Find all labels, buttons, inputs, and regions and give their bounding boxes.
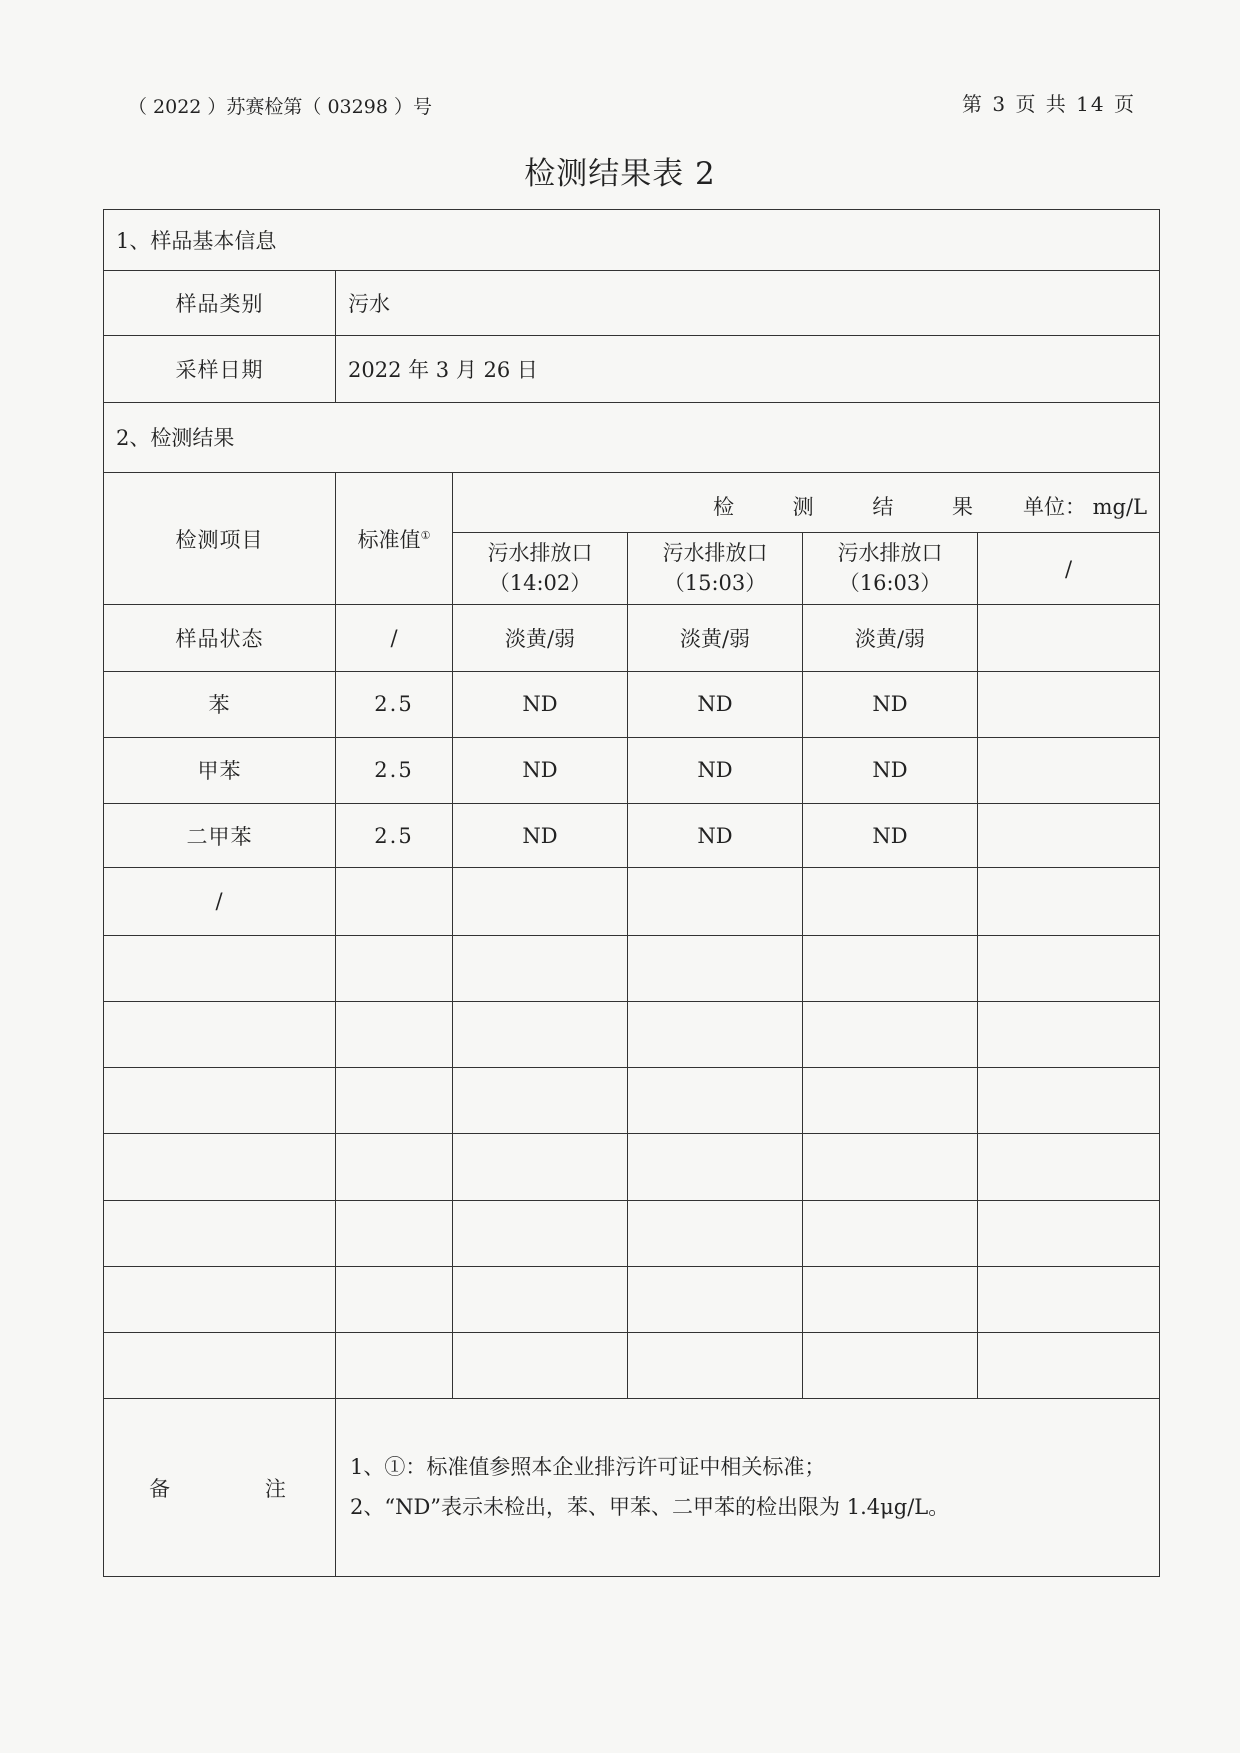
table-row xyxy=(104,1001,1160,1067)
table-cell: / xyxy=(336,605,453,671)
unit-label: 单位： mg/L xyxy=(1022,494,1148,519)
table-cell: ND xyxy=(803,671,978,737)
table-row xyxy=(104,1068,1160,1134)
table-cell: ND xyxy=(803,737,978,803)
sample-state-label: 样品状态 xyxy=(104,605,336,671)
item-name: 二甲苯 xyxy=(104,804,336,868)
table-cell xyxy=(628,868,803,935)
point-header: 污水排放口 （14:02） xyxy=(453,533,628,605)
result-title: 检 测 结 果 xyxy=(713,494,1000,519)
table-row xyxy=(104,804,1160,868)
table-cell: ND xyxy=(453,804,628,868)
standard-value: 2.5 xyxy=(336,671,453,737)
table-row xyxy=(104,1200,1160,1266)
table-row xyxy=(104,935,1160,1001)
table-cell: 淡黄/弱 xyxy=(803,605,978,671)
table-cell: ND xyxy=(453,737,628,803)
sample-type-label: 样品类别 xyxy=(104,271,336,336)
table-cell xyxy=(336,868,453,935)
item-name: / xyxy=(104,868,336,935)
table-cell xyxy=(978,868,1160,935)
section2-heading: 2、检测结果 xyxy=(104,402,1160,472)
remarks-content xyxy=(336,1399,1160,1577)
standard-value: 2.5 xyxy=(336,804,453,868)
standard-footnote-mark: ① xyxy=(420,528,431,542)
point-header-empty: / xyxy=(978,533,1160,605)
item-column-header: 检测项目 xyxy=(104,472,336,604)
sample-type-value: 污水 xyxy=(336,271,1160,336)
result-header xyxy=(453,472,1160,532)
table-cell xyxy=(978,737,1160,803)
table-cell xyxy=(978,804,1160,868)
item-name: 苯 xyxy=(104,671,336,737)
standard-column-header: 标准值① xyxy=(336,472,453,604)
table-row xyxy=(104,1332,1160,1398)
standard-value: 2.5 xyxy=(336,737,453,803)
sampling-date-value: 2022 年 3 月 26 日 xyxy=(336,336,1160,402)
table-cell: ND xyxy=(628,737,803,803)
remark-line: 1、①：标准值参照本企业排污许可证中相关标准； xyxy=(350,1454,826,1479)
result-table xyxy=(103,209,1160,1577)
table-row xyxy=(104,1266,1160,1332)
table-cell: ND xyxy=(453,671,628,737)
page-indicator: 第 3 页 共 14 页 xyxy=(962,92,1136,116)
sampling-date-label: 采样日期 xyxy=(104,336,336,402)
table-cell xyxy=(978,671,1160,737)
table-row xyxy=(104,737,1160,803)
table-cell: ND xyxy=(628,804,803,868)
table-cell xyxy=(803,868,978,935)
remarks-label: 备 注 xyxy=(104,1399,336,1577)
point-header: 污水排放口 （16:03） xyxy=(803,533,978,605)
table-cell: ND xyxy=(628,671,803,737)
table-cell xyxy=(453,868,628,935)
table-cell xyxy=(978,605,1160,671)
section1-heading: 1、样品基本信息 xyxy=(104,210,1160,271)
point-header: 污水排放口 （15:03） xyxy=(628,533,803,605)
page-title: 检测结果表 2 xyxy=(524,156,716,192)
table-cell: ND xyxy=(803,804,978,868)
table-row xyxy=(104,868,1160,935)
table-cell: 淡黄/弱 xyxy=(453,605,628,671)
table-cell: 淡黄/弱 xyxy=(628,605,803,671)
table-row xyxy=(104,671,1160,737)
table-row xyxy=(104,1134,1160,1200)
remark-line: 2、“ND”表示未检出，苯、甲苯、二甲苯的检出限为 1.4μg/L。 xyxy=(350,1494,950,1519)
report-number: （ 2022 ）苏赛检第（ 03298 ）号 xyxy=(128,96,432,118)
item-name: 甲苯 xyxy=(104,737,336,803)
